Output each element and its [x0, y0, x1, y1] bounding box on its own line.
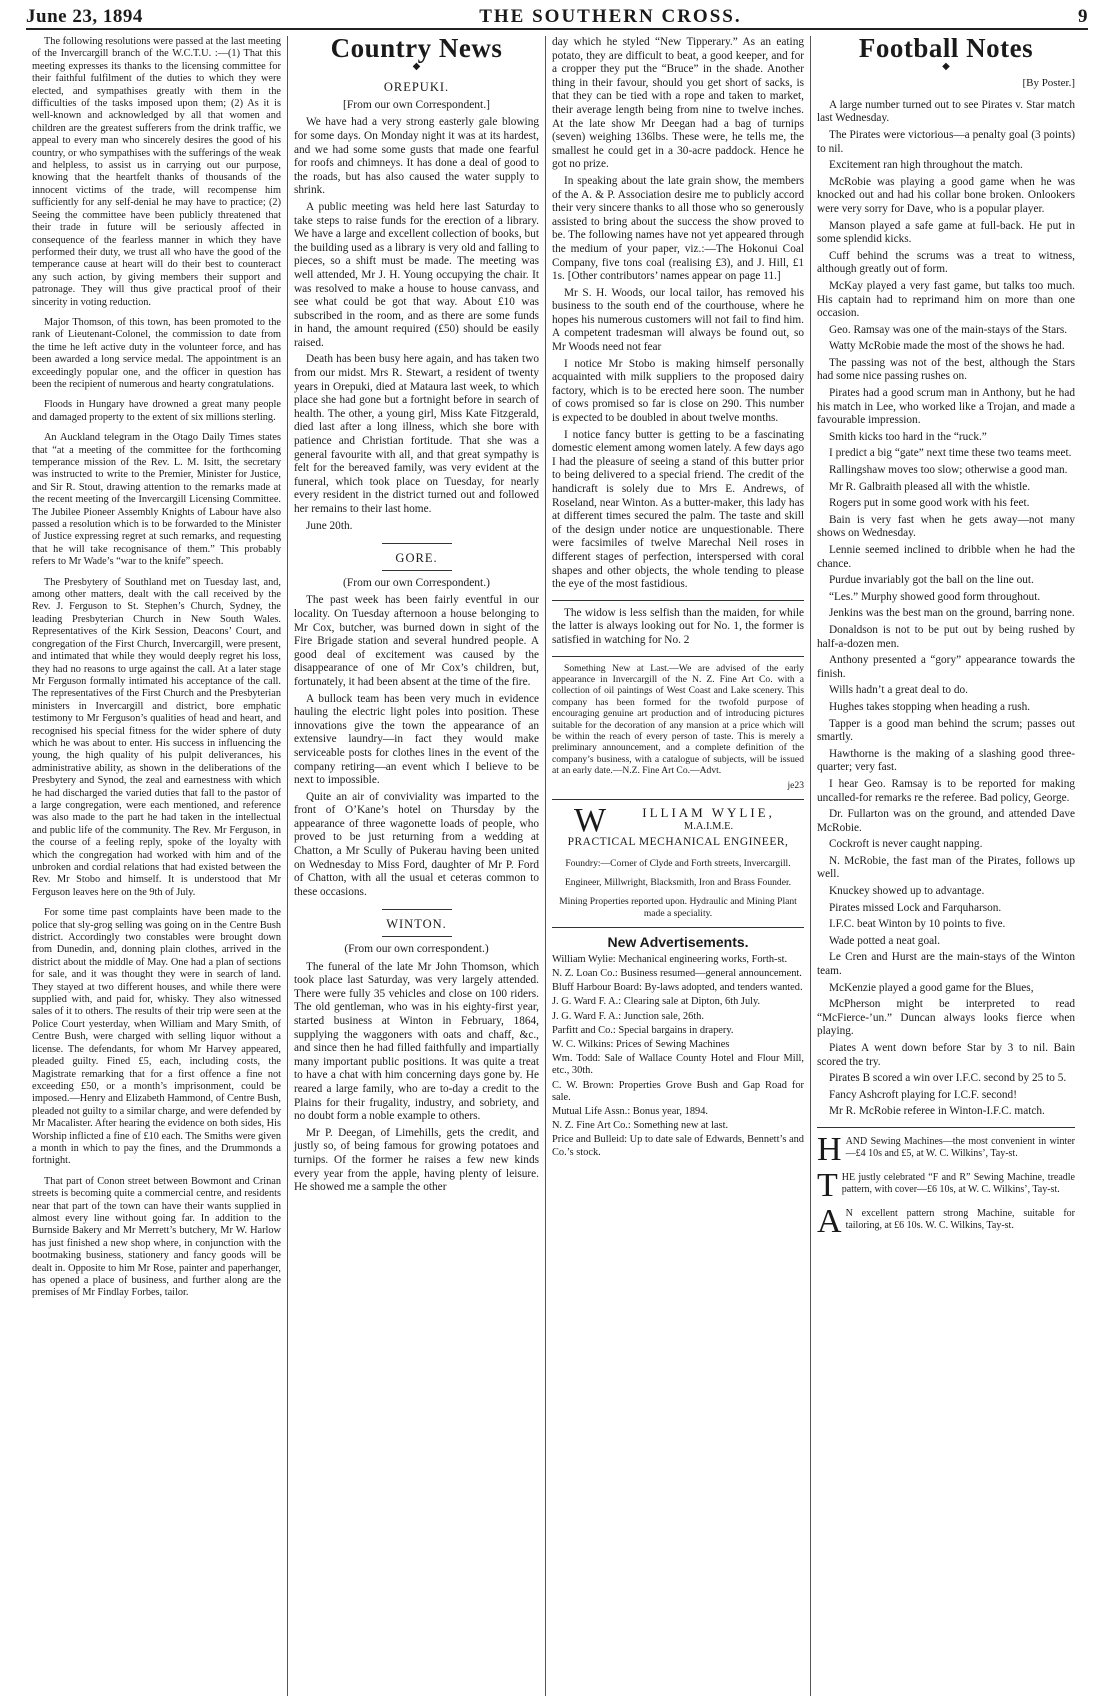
article-paragraph: Knuckey showed up to advantage.: [829, 885, 985, 898]
article-paragraph: Donaldson is not to be put out by being rushed by half-a-dozen men.: [817, 623, 1075, 650]
article-paragraph: Manson played a safe game at full-back. He put in some splendid kicks.: [817, 219, 1075, 246]
list-item: Price and Bulleid: Up to date sale of Edwards, Bennett’s and Co.’s stock.: [552, 1134, 804, 1158]
column-local-news: [26, 36, 288, 1696]
football-notes-body: [817, 99, 1075, 1119]
list-item: Parfitt and Co.: Special bargains in drapery.: [552, 1024, 734, 1036]
wylie-address: Foundry:—Corner of Clyde and Forth streets, Invercargill.: [565, 857, 791, 869]
article-paragraph: Rallingshaw moves too slow; otherwise a good man.: [829, 464, 1068, 477]
article-paragraph: McKay played a very fast game, but talks too much. His captain had to reprimand him on more than one occasion.: [817, 279, 1075, 320]
article-paragraph: N. McRobie, the fast man of the Pirates, follows up well.: [817, 854, 1075, 881]
article-paragraph: I.F.C. beat Winton by 10 points to five.: [829, 918, 1006, 931]
wylie-trades: Engineer, Millwright, Blacksmith, Iron and Brass Founder.: [564, 877, 792, 888]
column-country-news: [288, 36, 546, 1696]
article-paragraph: Le Cren and Hurst are the main-stays of the Winton team.: [817, 951, 1075, 978]
article-paragraph: McPherson might be interpreted to read “McFierce-’un.” Duncan always looks fierce when playing.: [817, 998, 1075, 1038]
diamond-ornament: ◆: [412, 60, 421, 72]
orepuki-title: OREPUKI.: [383, 80, 450, 95]
article-paragraph: “Les.” Murphy showed good form throughout.: [829, 590, 1041, 603]
article-paragraph: Mr R. Galbraith pleased all with the whistle.: [829, 480, 1031, 493]
small-advert: [817, 1130, 1075, 1168]
drop-cap: A: [817, 1202, 842, 1240]
article-paragraph: A bullock team has been very much in evidence hauling the electric light poles into position. These innovations give the town the appearance of an extensive laundry—in fact they would make serviceable posts for clothes lines in the event of the company retiring—an event which I believe to be next to impossible.: [294, 692, 539, 787]
article-paragraph: McKenzie played a good game for the Blues,: [829, 981, 1034, 994]
small-advert-text: N excellent pattern strong Machine, suitable for tailoring, at £6 10s. W. C. Wilkins, Tay-st.: [845, 1207, 1075, 1231]
column-continued: [546, 36, 811, 1696]
section-rule: [382, 909, 452, 910]
columns: [26, 36, 1088, 1696]
article-paragraph: Cockroft is never caught napping.: [829, 838, 983, 851]
article-paragraph: That part of Conon street between Bowmont and Crinan streets is becoming quite a commercial centre, and residents near that part of the town can have their wants supplied in almost every line without going far. In addition to the Burnside Bakery and Mr Merrett’s butchery, Mr W. Harlow has just finished a new shop where, in conjunction with the bootmaking business, stationery and fancy goods will be dealt in. Opposite to him Mr Rose, painter and paperhanger, has opened a place of business, and further along are the premises of Mr Findlay Forbes, tailor.: [32, 1175, 281, 1299]
newspaper-title: THE SOUTHERN CROSS.: [479, 6, 742, 27]
article-paragraph: Geo. Ramsay was one of the main-stays of the Stars.: [829, 323, 1068, 336]
orepuki-date: June 20th.: [306, 519, 353, 532]
country-news-heading: Country News: [330, 36, 503, 63]
wylie-advert: [552, 802, 804, 919]
section-rule: [382, 570, 452, 571]
list-item: N. Z. Fine Art Co.: Something new at last.: [552, 1120, 729, 1132]
section-rule: [552, 600, 804, 601]
wylie-initial: W: [574, 802, 610, 839]
article-paragraph: Dr. Fullarton was on the ground, and attended Dave McRobie.: [817, 808, 1075, 834]
wylie-mining: Mining Properties reported upon. Hydraulic and Mining Plant made a speciality.: [559, 896, 797, 919]
masthead: [26, 0, 1088, 30]
article-paragraph: Anthony presented a “gory” appearance towards the finish.: [817, 654, 1075, 680]
article-paragraph: In speaking about the late grain show, the members of the A. & P. Association desire me to publicly accord their very sincere thanks to all those who so generously assisted to bring about the success the show proved to be. The following names have not yet appeared through the medium of your paper, viz.:—The Hokonui Coal Company, five tons coal (realising £3), and J. Hill, £1 1s. [Other contributors’ names appear on page 11.]: [552, 174, 804, 283]
list-item: J. G. Ward F. A.: Junction sale, 26th.: [552, 1010, 704, 1022]
football-notes-heading: Football Notes: [858, 36, 1034, 63]
article-paragraph: Mr R. McRobie referee in Winton-I.F.C. match.: [829, 1105, 1045, 1118]
section-rule: [382, 543, 452, 544]
article-paragraph: Fancy Ashcroft playing for I.C.F. second!: [829, 1088, 1017, 1101]
article-paragraph: Floods in Hungary have drowned a great many people and damaged property to the extent of six millions sterling.: [32, 399, 281, 423]
diamond-ornament: ◆: [942, 60, 950, 72]
article-paragraph: Quite an air of conviviality was imparted to the front of O’Kane’s hotel on Thursday by the appearance of three wagonette loads of people, who proved to be just returning from a wedding at Chatton, a Mr Scully of Pukerau having been united on Wednesday to Miss Ford, daughter of Mr P. Ford of Chatton, with all the usual et ceteras common to these occasions.: [294, 790, 539, 898]
section-rule: [552, 799, 804, 800]
article-paragraph: Pirates B scored a win over I.F.C. second by 25 to 5.: [829, 1072, 1067, 1085]
article-paragraph: An Auckland telegram in the Otago Daily Times states that “at a meeting of the committee for the forthcoming temperance mission of the Rev. L. M. Isitt, the secretary was instructed to write to the Premier, Minister for Justice, and Sir R. Stout, drawing attention to the remarks made at the recent meeting of the Invercargill Licensing Committee. The Jubilee Pioneer Assembly Knights of Labour have also passed a resolution which is to be forwarded to the Minister of Justice expressing regret at such remarks, and requesting that he will take recognisance of them.” This probably refers to Mr Wade’s “war to the knife” speech.: [32, 432, 281, 568]
list-item: W. C. Wilkins: Prices of Sewing Machines: [552, 1039, 730, 1051]
list-item: Mutual Life Assn.: Bonus year, 1894.: [552, 1106, 709, 1118]
article-paragraph: Watty McRobie made the most of the shows he had.: [829, 340, 1065, 353]
orepuki-correspondent: [From our own Correspondent.]: [343, 98, 490, 111]
article-paragraph: Rogers put in some good work with his feet.: [829, 497, 1030, 510]
article-paragraph: Mr S. H. Woods, our local tailor, has removed his business to the south end of the courthouse, where he hopes his numerous customers will not fail to find him. A competent tradesman will always be found out, so Mr Woods need not fear: [552, 286, 804, 354]
article-paragraph: For some time past complaints have been made to the police that sly-grog selling was going on in the Centre Bush district. Accordingly two constables were brought down from Dunedin, and, donning plain clothes, arrived in the district about the middle of May. One had a plan of sections for sale, and it was thought they were in search of land. They stayed at two different houses, and while there were supplied with, and paid for, whisky. They also witnessed sales of it to others. The results of their trip were seen at the Police Court yesterday, when William and Mary Smith, of Centre Bush, were charged with selling liquor without a license. The defendants, for whom Mr Harvey appeared, pleaded guilty. Fined £5, each, including costs, the Magistrate remarking that for a first offence a fine not exceeding £50, or a month’s imprisonment, could be imposed.—Henry and Elizabeth Hammond, of Centre Bush, pleaded not guilty to a similar charge, and were defended by Mr Macalister. After hearing the evidence on both sides, His Worship inflicted a fine of £10 each. The Smiths were given a month in which to pay the fines, and the Drummonds a fortnight.: [32, 907, 281, 1167]
gore-title: GORE.: [395, 551, 438, 566]
article-paragraph: Death has been busy here again, and has taken two from our midst. Mrs R. Stewart, a resident of twenty years in Orepuki, died at Mataura last week, to which place she had gone but a fortnight before in search of health. The other, a young girl, Miss Kate Fitzgerald, died last after a long illness, which she bore with patience and Christian fortitude. That she was a general favourite with all, and that great sympathy is felt for the bereaved family, was very evident at the funeral, which took place on Tuesday, for nearly every resident in the district turned out and followed her remains to their last home.: [294, 353, 539, 515]
byline: [By Poster.]: [1022, 77, 1075, 90]
article-paragraph: Jenkins was the best man on the ground, barring none.: [829, 607, 1075, 620]
article-paragraph: A large number turned out to see Pirates v. Star match last Wednesday.: [817, 98, 1075, 125]
list-item: J. G. Ward F. A.: Clearing sale at Dipton, 6th July.: [552, 996, 761, 1008]
winton-title: WINTON.: [386, 917, 447, 932]
widow-paragraph: The widow is less selfish than the maiden, for while the latter is always looking out for No. 1, the former is satisfied in watching for No. 2: [552, 606, 804, 646]
small-advert: [817, 1166, 1075, 1204]
article-paragraph: Hughes takes stopping when heading a rush.: [829, 700, 1031, 713]
article-paragraph: Excitement ran high throughout the match.: [829, 159, 1023, 172]
article-paragraph: Lennie seemed inclined to dribble when he had the chance.: [817, 544, 1075, 570]
list-item: Bluff Harbour Board: By-laws adopted, and tenders wanted.: [552, 982, 803, 994]
article-paragraph: A public meeting was held here last Saturday to take steps to raise funds for the erection of a library. We have a large and excellent collection of books, but the building used as a library is very old and falling to pieces, so a shift must be made. The meeting was well attended, Mr J. H. Young occupying the chair. It was resolved to make a house to house canvass, and see what could be got that way. About £10 was subscribed in the room, and as there are some funds in hand, the amount required (£50) should be easily raised.: [294, 200, 539, 349]
article-paragraph: I notice Mr Stobo is making himself personally acquainted with milk suppliers to the proposed dairy factory, which is to be erected here soon. The number of cows promised so far is close on 290. This number is expected to be doubled in about twelve months.: [552, 357, 804, 425]
article-paragraph: Wade potted a neat goal.: [829, 934, 941, 947]
article-paragraph: Hawthorne is the making of a slashing good three-quarter; very fast.: [817, 747, 1075, 774]
section-rule: [552, 656, 804, 657]
gore-correspondent: (From our own Correspondent.): [343, 576, 490, 589]
article-paragraph: Cuff behind the scrums was a treat to witness, although greatly out of form.: [817, 249, 1075, 276]
list-item: William Wylie: Mechanical engineering works, Forth-st.: [552, 953, 788, 965]
advertorial: Something New at Last.—We are advised of the early appearance in Invercargill of the N. Z. Fine Art Co. with a collection of oil paintings of West Coast and Lake scenery. This company has been formed for the twofold purpose of encouraging genuine art production and of introducing pictures suitable for the decoration of any mansion at a price which will be within the reach of every person of taste. This is merely a preliminary announcement, and a complete definition of the company’s business, with a catalogue of subjects, will be issued at an early date.—N.Z. Fine Art Co.—Advt.: [552, 662, 804, 777]
column-football-notes: [811, 36, 1081, 1696]
small-advert: [817, 1202, 1075, 1240]
article-paragraph: I hear Geo. Ramsay is to be reported for making uncalled-for remarks re the referee. Bad policy, George.: [817, 777, 1075, 804]
wylie-title: PRACTICAL MECHANICAL ENGINEER,: [567, 836, 789, 848]
wylie-name: ILLIAM WYLIE,: [642, 805, 775, 820]
list-item: N. Z. Loan Co.: Business resumed—general announcement.: [552, 968, 802, 980]
drop-cap: T: [817, 1166, 838, 1204]
list-item: C. W. Brown: Properties Grove Bush and Gap Road for sale.: [552, 1079, 804, 1103]
wylie-quals: M.A.I.M.E.: [683, 820, 734, 832]
section-rule: [552, 927, 804, 928]
page-number: 9: [1077, 6, 1088, 27]
new-advertisements-list: [552, 954, 804, 1159]
drop-cap: H: [817, 1130, 842, 1168]
article-paragraph: Piates A went down before Star by 3 to nil. Bain scored the try.: [817, 1042, 1075, 1068]
issue-date: June 23, 1894: [26, 6, 143, 27]
article-paragraph: I predict a big “gate” next time these two teams meet.: [829, 447, 1072, 460]
small-advert-text: HE justly celebrated “F and R” Sewing Machine, treadle pattern, with cover—£6 10s, at W. C. Wilkins’, Tay-st.: [841, 1171, 1075, 1195]
winton-correspondent: (From our own correspondent.): [344, 943, 489, 956]
article-paragraph: The passing was not of the best, although the Stars had some nice passing rushes on.: [817, 356, 1075, 383]
article-paragraph: Pirates missed Lock and Farquharson.: [829, 901, 1002, 914]
article-paragraph: Smith kicks too hard in the “ruck.”: [829, 430, 987, 443]
section-rule: [817, 1127, 1075, 1128]
article-paragraph: Wills hadn’t a great deal to do.: [829, 684, 968, 697]
article-paragraph: McRobie was playing a good game when he was knocked out and had his collar bone broken. Onlookers were very sorry for Dave, who is a popular player.: [817, 175, 1075, 215]
new-advertisements-title: New Advertisements.: [607, 934, 749, 951]
article-paragraph: Major Thomson, of this town, has been promoted to the rank of Lieutenant-Colonel, the commission to date from the time he left active duty in the volunteer force, and has been awarded a long service medal. The appointment is an exceedingly popular one, and the officer in question has been the recipient of numerous and hearty congratulations.: [32, 316, 281, 390]
article-paragraph: Purdue invariably got the ball on the line out.: [829, 574, 1034, 587]
article-paragraph: The funeral of the late Mr John Thomson, which took place last Saturday, was very largely attended. There were fully 35 vehicles and close on 100 riders. The old gentleman, who was in his eighty-first year, started business at Winton in February, 1864, supplying the waggoners with oats and chaff, &c., and since then he had filled faithfully and impartially many important public positions. It was quite a treat to have a chat with him concerning days gone by. He reared a large family, who are to-day a credit to the Plains for their frugality, industry, and sobriety, and no doubt form a noble example to others.: [294, 960, 539, 1123]
article-paragraph: I notice fancy butter is getting to be a fascinating domestic element among women lately. A few days ago I had the pleasure of seeing a stand of this butter prior to being delivered to a special friend. The credit of the handicraft is solely due to Mrs E. Andrews, of Roseland, near Winton. As a butter-maker, this lady has at different times secured the palm. The taste and skill of the design under notice are unquestionable. There were facsimiles of twelve Marechal Neil roses in different stages of perfection, interspersed with coral shapes and other objects, the whole tending to please the eye of the most fastidious.: [552, 428, 804, 591]
article-paragraph: Pirates had a good scrum man in Anthony, but he had his match in Lee, who worked like a Trojan, and made a favourable impression.: [817, 387, 1075, 427]
article-paragraph: Mr P. Deegan, of Limehills, gets the credit, and justly so, of being famous for growing potatoes and turnips. Of the former he raises a few new kinds every year from the apple, having plenty of leisure. He showed me a sample the other: [294, 1126, 539, 1194]
article-paragraph: Bain is very fast when he gets away—not many shows on Wednesday.: [817, 513, 1075, 540]
advert-code: je23: [787, 779, 804, 791]
article-paragraph: The past week has been fairly eventful in our locality. On Tuesday afternoon a house belonging to Mr Cox, butcher, was burned down in sight of the Fire Brigade station and several hundred people. A good deal of excitement was caused by the disappearance of one of Mr Cox’s children, but, fortunately, it had been absent at the time of the fire.: [294, 594, 539, 688]
article-paragraph: Tapper is a good man behind the scrum; passes out smartly.: [817, 717, 1075, 744]
article-paragraph: day which he styled “New Tipperary.” As an eating potato, they are difficult to beat, a good keeper, and for a cropper they put the “Bruce” in the shade. Another thing in their favour, should you get short of sacks, is that they can be tied with a rope and taken to market, their average length being from nine to twelve inches. At the late show Mr Deegan had a bag of turnips (seven) weighing 136lbs. These were, he tells me, the smallest he could get in a 30-acre paddock. Hence he got no prize.: [552, 36, 804, 171]
list-item: Wm. Todd: Sale of Wallace County Hotel and Flour Mill, etc., 30th.: [552, 1053, 804, 1077]
article-paragraph: The following resolutions were passed at the last meeting of the Invercargill branch of the W.C.T.U. :—(1) That this meeting expresses its thanks to the licensing committee for their faithful fulfilment of the duties to which they were elected, and sympathises greatly with them in the difficulties of the tasks imposed upon them; (2) As it is well-known and acknowledged by all that women and children are the greatest sufferers from the drink traffic, we appeal to every man who sincerely desires the good of his country, or who sympathises with the sufferings of the weak and helpless, to assist us in carrying out our purpose, knowing that the heartfelt thanks of thousands of the innocent victims of the trade, will recompense him sufficiently for any self-denial he may have to practice; (2) Seeing the committee have been publicly threatened that their trade in future will be seriously affected in consequence of the fearless manner in which they have performed their duty, we trust all who have the good of the temperance cause at heart will do their best to counteract any such action, by giving members their support and patronage. They will thus give practical proof of their sincerity in voting reduction.: [32, 36, 281, 308]
article-paragraph: The Pirates were victorious—a penalty goal (3 points) to nil.: [817, 128, 1075, 155]
article-paragraph: We have had a very strong easterly gale blowing for some days. On Monday night it was at its hardest, and we had some some gusts that made one fearful for roofs and chimneys. It has done a deal of good to the roads, but has also caused the water supply to shrink.: [294, 116, 539, 197]
small-advert-text: AND Sewing Machines—the most convenient in winter—£4 10s and £5, at W. C. Wilkins’, Tay-st.: [845, 1135, 1075, 1159]
section-rule: [382, 936, 452, 937]
article-paragraph: The Presbytery of Southland met on Tuesday last, and, among other matters, dealt with the call received by the Rev. J. Ferguson to St. Stephen’s Church, Sydney, the leading Presbyterian Church in New South Wales. Representatives of the Kirk Session, Deacons’ Court, and congregation of the First Church, Invercargill, were present, and intimated that while they would deeply regret his loss, they had no reasons to urge against the call. At a later stage Mr Ferguson formally intimated his acceptance of the call. The representatives of the First Church and the Presbyterian ministers in Invercargill and district, bore emphatic testimony to Mr Ferguson’s qualities of head and heart, and recognised his special fitness for the wider sphere of duty which he was about to enter. His success in influencing the young, the high quality of his pulpit deliverances, his administrative ability, as shown in the deliberations of the Presbytery and Synod, the zeal and earnestness with which he had discharged the varied duties that fall to the pastor of a large congregation, were each mentioned, and reference was also made to the part he had taken in the intellectual and public life of the community. The Rev. Mr Ferguson, in the course of a feeling reply, spoke of the loyalty with which the congregation had worked with him and of the unbroken and cordial relations that had existed between the Rev. Mr Stobo and himself. It is understood that Mr Ferguson leaves here on the 9th of July.: [32, 576, 281, 898]
